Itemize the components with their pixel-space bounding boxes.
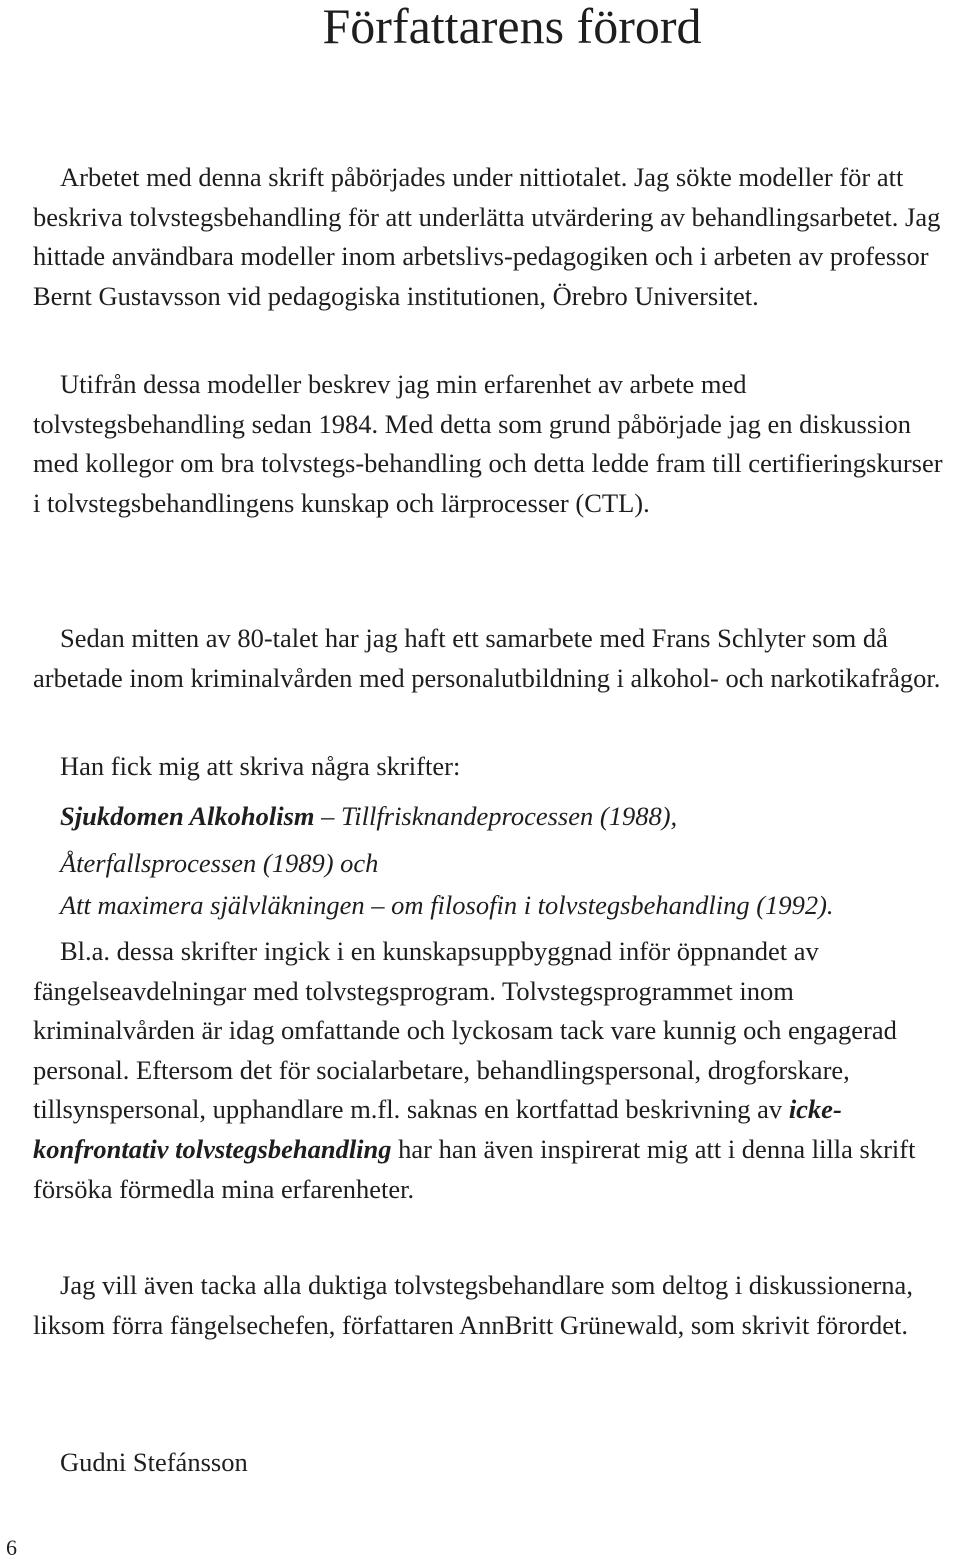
works-item-2: Återfallsprocessen (1989) och [60,848,379,878]
work-title-bold: Sjukdomen Alkoholism [60,801,315,831]
paragraph-5 [33,932,943,1209]
paragraph-4: Han fick mig att skriva några skrifter: [60,751,461,781]
paragraph-6: Jag vill även tacka alla duktiga tolvstegsbehandlare som deltog i diskussionerna, liksom förra fängelsechefen, författaren AnnBritt Grünewald, som skrivit förordet. [33,1270,913,1340]
paragraph-5-emphasis: icke-konfrontativ tolvstegsbehandling [33,1094,842,1164]
paragraph-1: Arbetet med denna skrift påbörjades under nittiotalet. Jag sökte modeller för att beskriva tolvstegsbehandling för att underlätta utvärdering av behandlingsarbetet. Jag hittade användbara modeller inom arbetslivs-pedagogiken och i arbeten av professor Bernt Gustavsson vid pedagogiska institutionen, Örebro Universitet. [33,162,941,311]
work-title-rest: – Tillfrisknandeprocessen (1988), [314,801,678,831]
paragraph-2: Utifrån dessa modeller beskrev jag min erfarenhet av arbete med tolvstegsbehandling sedan 1984. Med detta som grund påbörjade jag en diskussion med kollegor om bra tolvstegs-behandling och detta ledde fram till certifieringskurser i tolvstegsbehandlingens kunskap och lärprocesser (CTL). [33,369,943,518]
paragraph-5-text-a: Bl.a. dessa skrifter ingick i en kunskapsuppbyggnad inför öppnandet av fängelseavdelningar med tolvstegsprogram. Tolvstegsprogrammet inom kriminalvården är idag omfattande och lyckosam tack vare kunnig och engagerad personal. Eftersom det för socialarbetare, behandlingspersonal, drogforskare, tillsynspersonal, upphandlare m.fl. saknas en kortfattad beskrivning av [33,936,897,1125]
paragraph-5-text-b: har han även inspirerat mig att i denna lilla skrift försöka förmedla mina erfarenheter. [33,1133,916,1204]
works-item-3: Att maximera självläkningen – om filosofin i tolvstegsbehandling (1992). [60,890,834,920]
signature: Gudni Stefánsson [60,1447,248,1477]
works-item-1 [60,796,677,836]
paragraph-3: Sedan mitten av 80-talet har jag haft ett samarbete med Frans Schlyter som då arbetade inom kriminalvården med personalutbildning i alkohol- och narkotikafrågor. [33,623,941,693]
page-title: Författarens förord [322,0,702,54]
page-number: 6 [6,1535,17,1560]
